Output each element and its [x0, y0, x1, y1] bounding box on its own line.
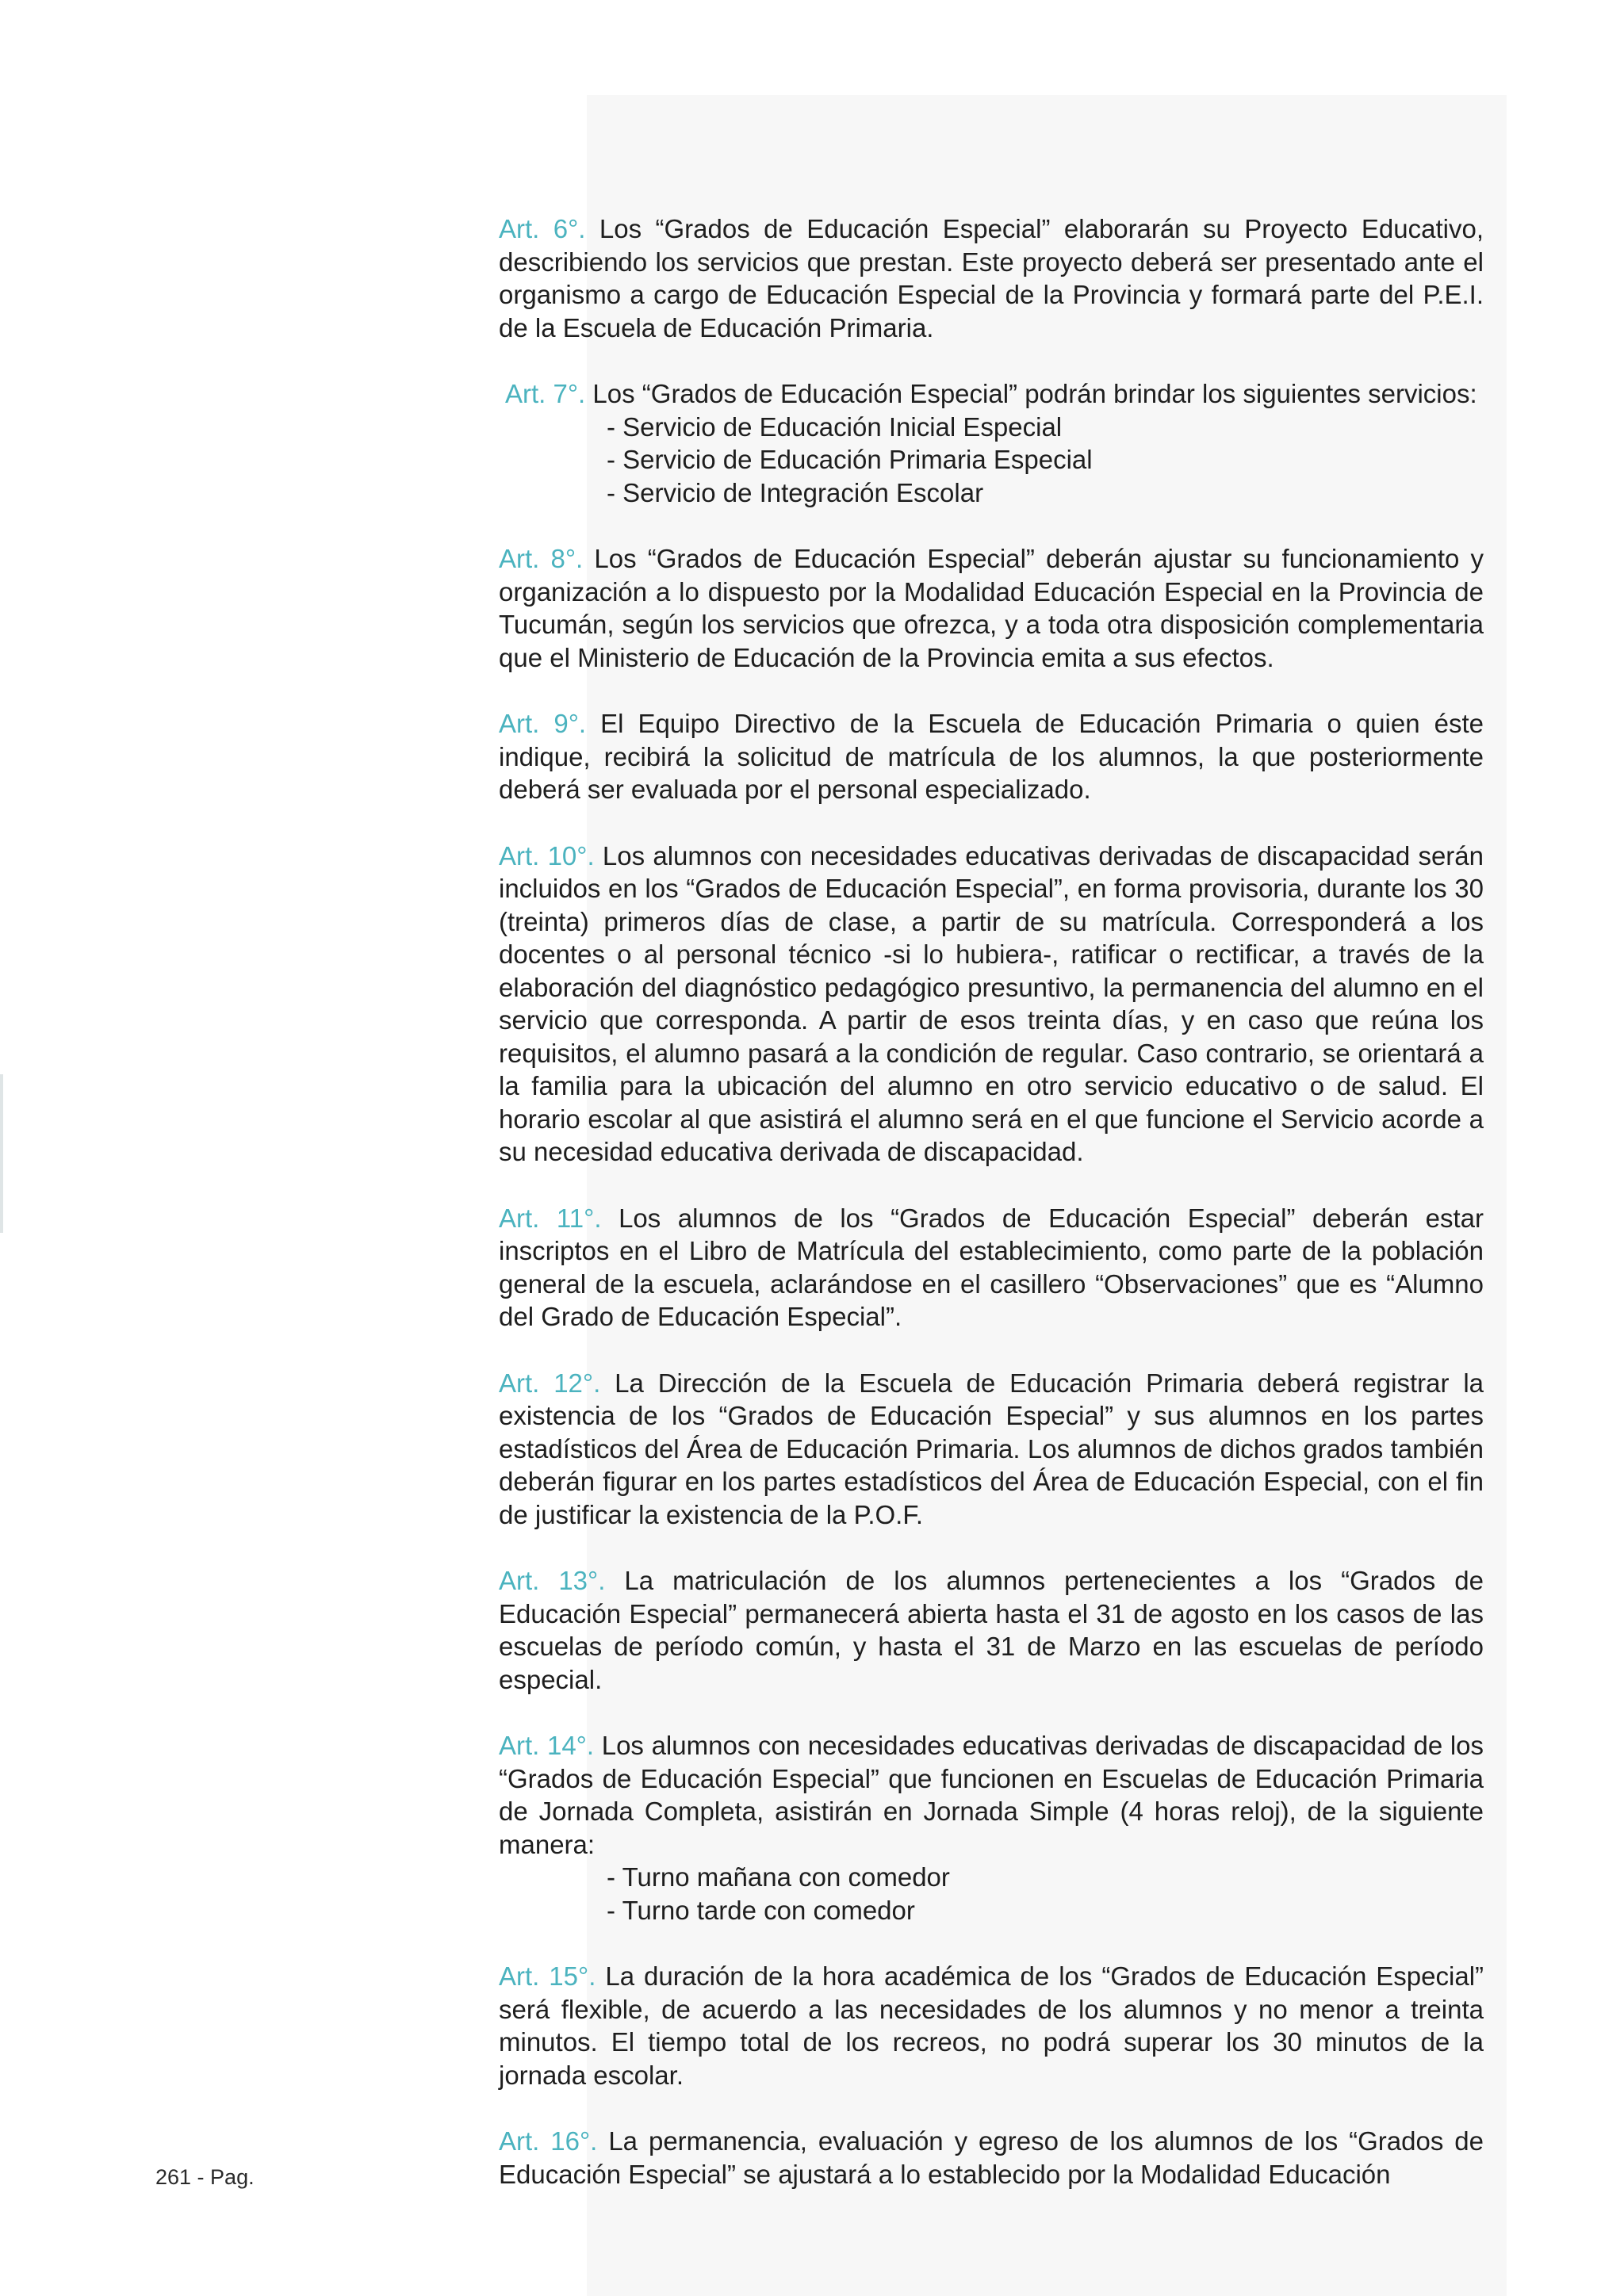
article-9 [499, 707, 1484, 806]
list-item: - Turno tarde con comedor [607, 1894, 1484, 1927]
list-item: - Servicio de Educación Primaria Especial [607, 443, 1484, 476]
service-list [499, 411, 1484, 510]
article-text: Los “Grados de Educación Especial” podrán brindar los siguientes servicios: [592, 379, 1477, 408]
article-text: La duración de la hora académica de los “Grados de Educación Especial” será flexible, de acuerdo a las necesidades de los alumnos y no menor a treinta minutos. El tiempo total de los recreos, no podrá superar los 30 minutos de la jornada escolar. [499, 1961, 1484, 2090]
shift-list [499, 1861, 1484, 1927]
article-7 [499, 377, 1484, 509]
article-text: Los “Grados de Educación Especial” deberán ajustar su funcionamiento y organización a lo dispuesto por la Modalidad Educación Especial en la Provincia de Tucumán, según los servicios que ofrezca, y a toda otra disposición complementaria que el Ministerio de Educación de la Provincia emita a sus efectos. [499, 544, 1484, 672]
article-text: Los “Grados de Educación Especial” elaborarán su Proyecto Educativo, describiendo los servicios que prestan. Este proyecto deberá ser presentado ante el organismo a cargo de Educación Especial de la Provincia y formará parte del P.E.I. de la Escuela de Educación Primaria. [499, 214, 1484, 342]
article-label: Art. 6°. [499, 214, 586, 243]
article-8 [499, 542, 1484, 674]
article-10 [499, 840, 1484, 1169]
article-15 [499, 1960, 1484, 2091]
article-label: Art. 13°. [499, 1566, 606, 1595]
article-label: Art. 8°. [499, 544, 584, 573]
article-text: Los alumnos de los “Grados de Educación Especial” deberán estar inscriptos en el Libro de Matrícula del establecimiento, como parte de la población general de la escuela, aclarándose en el casillero “Observaciones” que es “Alumno del Grado de Educación Especial”. [499, 1203, 1484, 1331]
article-text: El Equipo Directivo de la Escuela de Educación Primaria o quien éste indique, recibirá la solicitud de matrícula de los alumnos, la que posteriormente deberá ser evaluada por el personal especializado. [499, 709, 1484, 804]
article-6 [499, 212, 1484, 344]
article-text: La matriculación de los alumnos pertenecientes a los “Grados de Educación Especial” permanecerá abierta hasta el 31 de agosto en los casos de las escuelas de período común, y hasta el 31 de Marzo en las escuelas de período especial. [499, 1566, 1484, 1694]
article-text: Los alumnos con necesidades educativas derivadas de discapacidad serán incluidos en los “Grados de Educación Especial”, en forma provisoria, durante los 30 (treinta) primeros días de clase, a partir de su matrícula. Corresponderá a los docentes o al personal técnico -si lo hubiera-, ratificar o rectificar, a través de la elaboración del diagnóstico pedagógico presuntivo, la permanencia del alumno en el servicio que corresponda. A partir de esos treinta días, y en caso que reúna los requisitos, el alumno pasará a la condición de regular. Caso contrario, se orientará a la familia para la ubicación del alumno en otro servicio educativo o de salud. El horario escolar al que asistirá el alumno será en el que funcione el Servicio acorde a su necesidad educativa derivada de discapacidad. [499, 840, 1484, 1166]
list-item: - Turno mañana con comedor [607, 1861, 1484, 1894]
article-label: Art. 16°. [499, 2126, 598, 2156]
article-13 [499, 1564, 1484, 1696]
article-label: Art. 10°. [499, 840, 595, 871]
article-12 [499, 1367, 1484, 1532]
page-number: 261 - Pag. [155, 2165, 255, 2189]
edge-mark [0, 1074, 3, 1233]
list-item: - Servicio de Integración Escolar [607, 476, 1484, 510]
document-body [499, 212, 1484, 2224]
article-label: Art. 15°. [499, 1961, 596, 1991]
article-label: Art. 12°. [499, 1368, 601, 1398]
list-item: - Servicio de Educación Inicial Especial [607, 411, 1484, 444]
article-label: Art. 11°. [499, 1203, 602, 1233]
article-label: Art. 7°. [505, 379, 586, 408]
article-text: La permanencia, evaluación y egreso de los alumnos de los “Grados de Educación Especial” se ajustará a lo establecido por la Modalidad Educación [499, 2126, 1484, 2189]
article-label: Art. 14°. [499, 1731, 595, 1760]
article-14 [499, 1729, 1484, 1927]
article-label: Art. 9°. [499, 709, 587, 738]
article-16 [499, 2125, 1484, 2191]
article-11 [499, 1202, 1484, 1334]
article-text: La Dirección de la Escuela de Educación Primaria deberá registrar la existencia de los “Grados de Educación Especial” y sus alumnos en los partes estadísticos del Área de Educación Primaria. Los alumnos de dichos grados también deberán figurar en los partes estadísticos del Área de Educación Especial, con el fin de justificar la existencia de la P.O.F. [499, 1368, 1484, 1529]
article-text: Los alumnos con necesidades educativas derivadas de discapacidad de los “Grados de Educación Especial” que funcionen en Escuelas de Educación Primaria de Jornada Completa, asistirán en Jornada Simple (4 horas reloj), de la siguiente manera: [499, 1731, 1484, 1859]
